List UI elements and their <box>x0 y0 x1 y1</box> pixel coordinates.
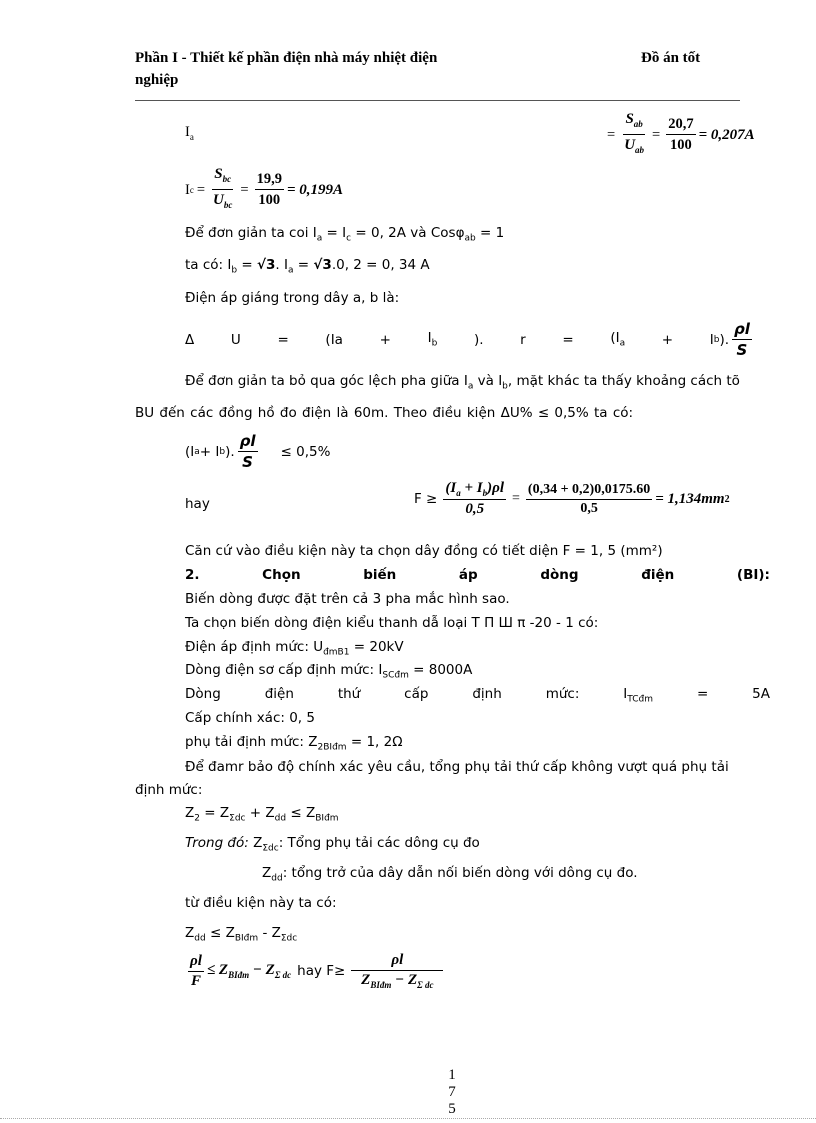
bi-line5: Dòng điện thứ cấp định mức: $I_{TCđm}$ = 5A <box>185 686 770 705</box>
header-right: Đồ án tốt <box>641 50 701 66</box>
ia-formula: = $\frac{S_{ab}}{U_{ab}}$ = $\frac{20,7}{100}$ = 0,207A <box>607 111 755 155</box>
header-left-line1: Phần I - Thiết kế phần điện nhà máy nhiệt điện <box>135 50 438 66</box>
para1-line2: BU đến các đồng hồ đo điện là 60m. Theo điều kiện ΔU% ≤ 0,5% ta có: <box>135 405 634 421</box>
para2-line2: định mức: <box>135 782 203 798</box>
footer-rule <box>0 1118 816 1119</box>
section2-heading: 2. Chọn biến áp dòng điện (BI): <box>185 567 770 583</box>
f-formula: F ≥ $\frac{(I_a + I_b)\rho l}{0,5}$ = $\frac{(0,34 + 0,2)0,0175.60}{0,5}$ = 1,134mm 2 <box>414 480 730 517</box>
last-formula: $\frac{\rho l}{F}$ ≤ $Z_{BIđm} - Z_{\Sigma dc}$ hay F≥ $\frac{\rho l}{Z_{BIđm} - Z_{\Sigma dc}}$ <box>185 952 446 990</box>
para1-line1: Để đơn giản ta bỏ qua góc lệch pha giữa $I_a$ và $I_b$, mặt khác ta thấy khoảng cách tõ <box>185 373 740 392</box>
page-number-digit-3: 5 <box>448 1101 456 1117</box>
z2-equation: $Z_2 = Z_{\Sigma dc} + Z_{dd} \le Z_{BIđm}$ <box>185 805 339 824</box>
simplify-line: Để đơn giản ta coi $I_a = I_c = 0$, 2A và Cosφ$_{ab}$ = 1 <box>185 225 505 244</box>
tacó-line: ta có: $I_b = √3$. $I_a = √3.0$, 2 = 0, 34 A <box>185 257 430 276</box>
delta-u-line: Δ U = (Ia + $I_b$ ). r = ($I_a$ + I b ). $\frac{\rho l}{S}$ <box>185 320 750 359</box>
zdd-inequality: $Z_{dd} \le Z_{BIđm} - Z_{\Sigma dc}$ <box>185 925 298 944</box>
page-number-digit-1: 1 <box>448 1067 456 1083</box>
para2-line1: Để đamr bảo độ chính xác yêu cầu, tổng phụ tải thứ cấp không vượt quá phụ tải <box>185 759 729 775</box>
page-number-digit-2: 7 <box>448 1084 456 1100</box>
bi-line3: Điện áp định mức: $U_{đmB1} = 20kV$ <box>185 639 404 658</box>
hay-label: hay <box>185 496 210 512</box>
header-left-line2: nghiệp <box>135 72 179 88</box>
trong-do-line: Trong đó: $Z_{\Sigma dc}$: Tổng phụ tải các dông cụ đo <box>185 835 480 854</box>
bi-line4: Dòng điện sơ cấp định mức: $I_{SCđm} = 8000A$ <box>185 662 473 681</box>
condition-line: (I a + I b ). $\frac{\rho l}{S}$ ≤ 0,5% <box>185 432 331 471</box>
header-rule <box>135 100 740 101</box>
bi-line7: phụ tải định mức: $Z_{2BIđm} = 1$, 2Ω <box>185 734 403 753</box>
ic-formula: I c = $\frac{S_{bc}}{U_{bc}}$ = $\frac{19,9}{100}$ = 0,199A <box>185 166 343 210</box>
tu-dk-line: từ điều kiện này ta có: <box>185 895 337 911</box>
chon-day: Căn cứ vào điều kiện này ta chọn dây đồng có tiết diện F = 1, 5 (mm²) <box>185 543 663 559</box>
ia-label: $I_a$ <box>185 124 194 142</box>
bi-line6: Cấp chính xác: 0, 5 <box>185 710 315 726</box>
bi-line2: Ta chọn biến dòng điện kiểu thanh dẫ loại T Π Ш π -20 - 1 có: <box>185 615 599 631</box>
zdd-line: $Z_{dd}$: tổng trở của dây dẫn nối biến dòng với dông cụ đo. <box>262 865 638 884</box>
bi-line1: Biến dòng được đặt trên cả 3 pha mắc hình sao. <box>185 591 510 607</box>
drop-title: Điện áp giáng trong dây a, b là: <box>185 290 400 306</box>
